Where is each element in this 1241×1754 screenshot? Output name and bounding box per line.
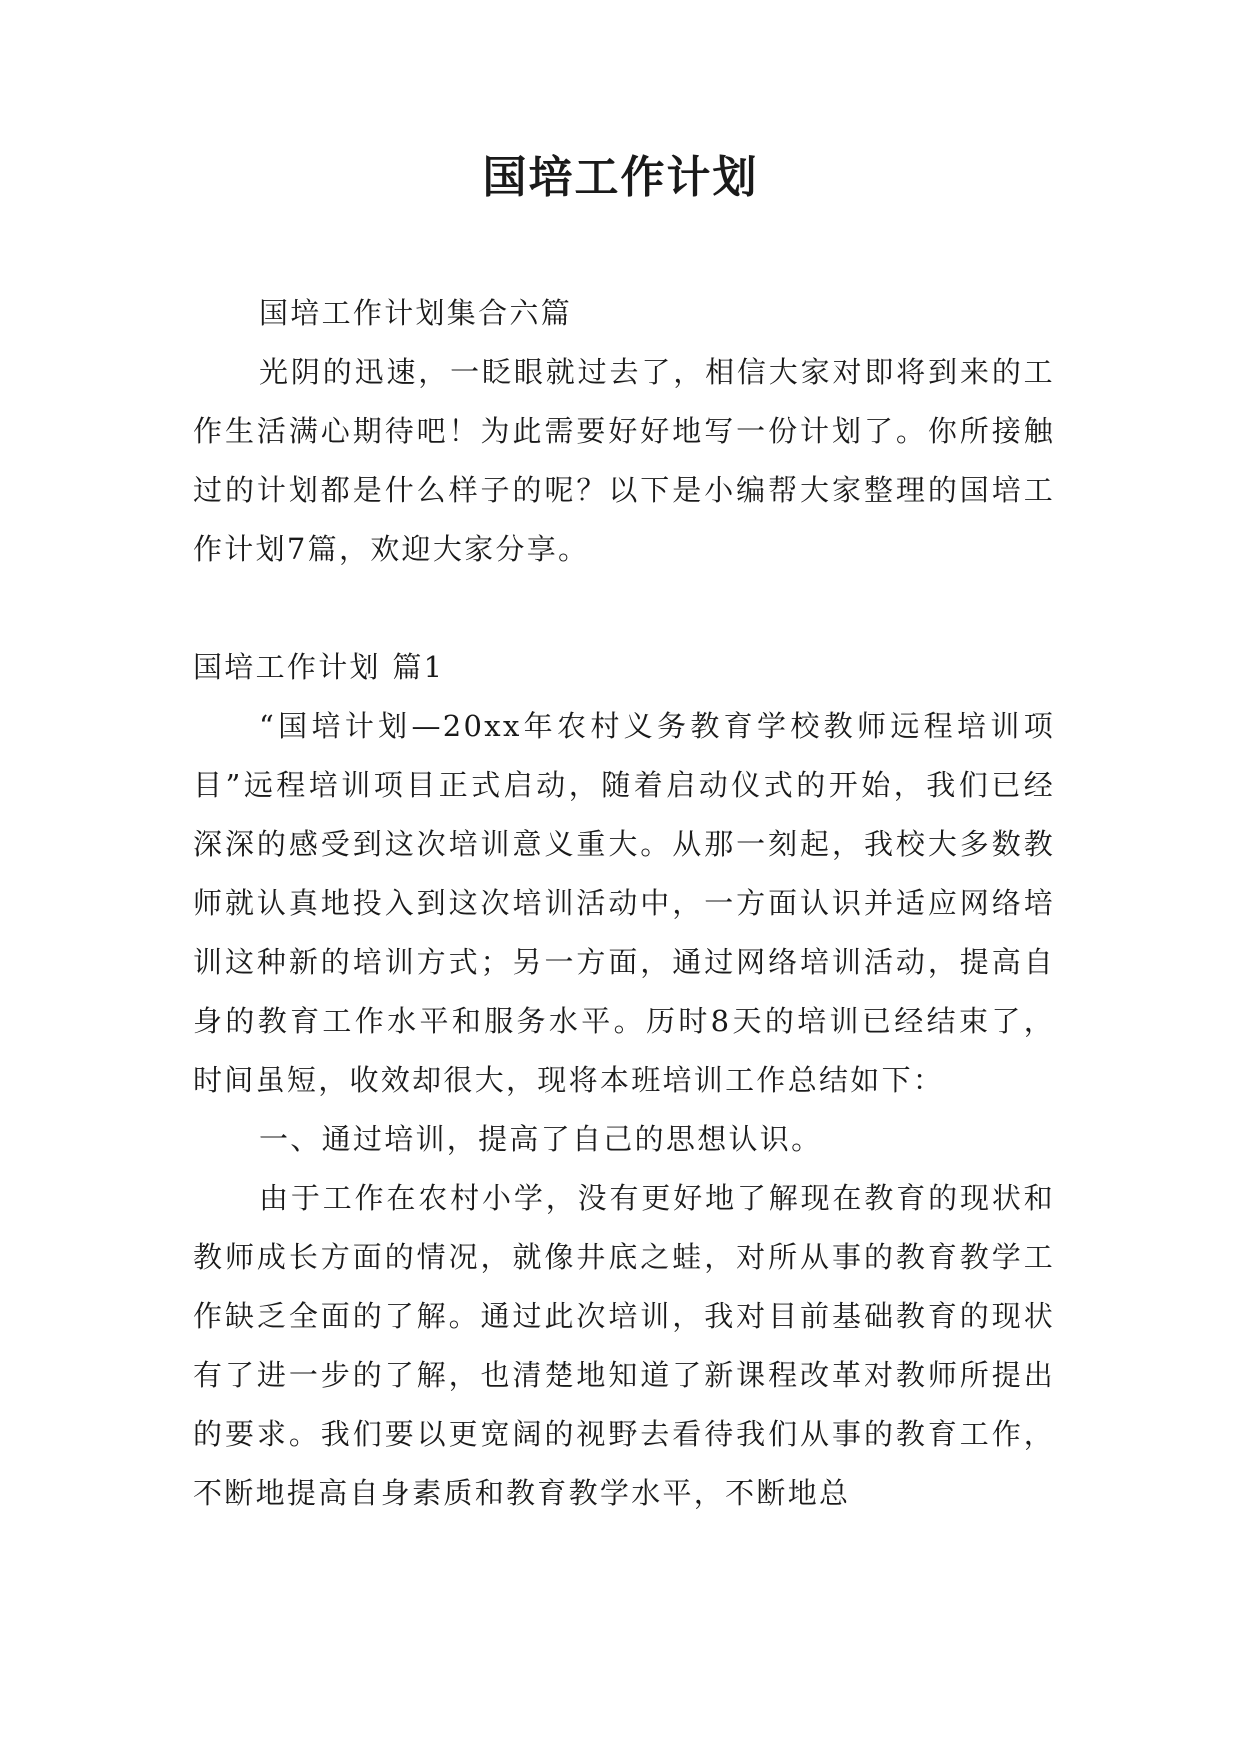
paragraph-body: 由于工作在农村小学，没有更好地了解现在教育的现状和教师成长方面的情况，就像井底之蛙，对所从事的教育教学工作缺乏全面的了解。通过此次培训，我对目前基础教育的现状有了进一步的了解，也清楚地知道了新课程改革对教师所提出的要求。我们要以更宽阔的视野去看待我们从事的教育工作，不断地提高自身素质和教育教学水平，不断地总 [193, 1181, 1055, 1510]
document-body [193, 284, 1055, 1523]
paragraph-point-heading: 一、通过培训，提高了自己的思想认识。 [259, 1122, 823, 1156]
paragraph-spacer [193, 579, 1055, 638]
paragraph-body: “国培计划—20xx年农村义务教育学校教师远程培训项目”远程培训项目正式启动，随着启动仪式的开始，我们已经深深的感受到这次培训意义重大。从那一刻起，我校大多数教师就认真地投入到这次培训活动中，一方面认识并适应网络培训这种新的培训方式；另一方面，通过网络培训活动，提高自身的教育工作水平和服务水平。历时8天的培训已经结束了，时间虽短，收效却很大，现将本班培训工作总结如下： [193, 709, 1055, 1097]
paragraph-subtitle: 国培工作计划集合六篇 [259, 296, 573, 330]
paragraph-intro: 光阴的迅速，一眨眼就过去了，相信大家对即将到来的工作生活满心期待吧！为此需要好好地写一份计划了。你所接触过的计划都是什么样子的呢？以下是小编帮大家整理的国培工作计划7篇，欢迎大家分享。 [193, 355, 1055, 566]
section-heading: 国培工作计划 篇1 [193, 650, 445, 684]
document-title: 国培工作计划 [482, 152, 759, 203]
